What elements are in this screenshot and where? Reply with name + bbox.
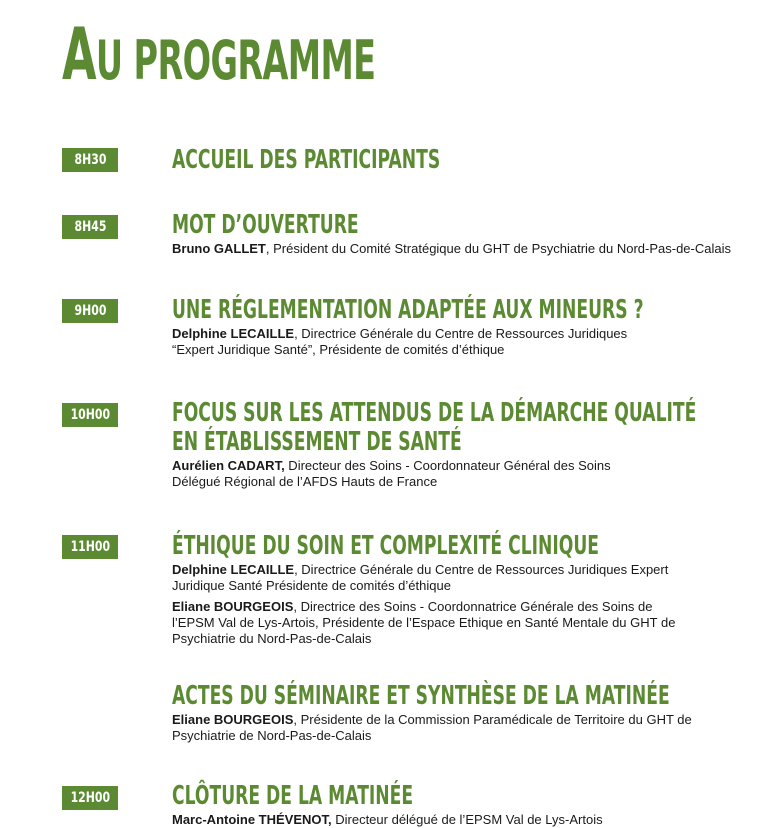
speaker-line	[172, 241, 772, 257]
item-title: CLÔTURE DE LA MATINÉE	[172, 781, 414, 811]
speaker-line	[172, 599, 692, 647]
item-title: ACCUEIL DES PARTICIPANTS	[172, 145, 441, 175]
speaker-role-line2: “Expert Juridique Santé”, Présidente de comités d’éthique	[172, 342, 505, 357]
page-title	[62, 12, 376, 96]
program-item	[172, 399, 772, 490]
speaker-role: , Président du Comité Stratégique du GHT de Psychiatrie du Nord-Pas-de-Calais	[265, 241, 731, 256]
speaker-role: , Directrice Générale du Centre de Ressources Juridiques	[294, 326, 628, 341]
program-item	[172, 532, 692, 647]
speaker-role: , Directrice Générale du Centre de Ressources Juridiques Expert Juridique Santé Présidente de comités d’éthique	[172, 562, 669, 593]
speaker-role: Directeur délégué de l’EPSM Val de Lys-Artois	[331, 812, 603, 827]
speaker-name: Eliane BOURGEOIS	[172, 712, 294, 727]
time-badge: 11H00	[62, 535, 118, 559]
time-badge: 8H30	[62, 148, 118, 172]
speaker-role: , Présidente de la Commission Paramédicale de Territoire du GHT de Psychiatrie de Nord-Pas-de-Calais	[172, 712, 692, 743]
page-title-initial: A	[62, 12, 96, 96]
speaker-name: Delphine LECAILLE	[172, 562, 295, 577]
item-title: UNE RÉGLEMENTATION ADAPTÉE AUX MINEURS ?	[172, 295, 644, 325]
speaker-name: Marc-Antoine THÉVENOT,	[172, 812, 332, 827]
program-item	[172, 782, 772, 828]
program-item	[172, 682, 692, 744]
speaker-line	[172, 812, 772, 828]
program-item	[172, 296, 772, 358]
time-badge: 12H00	[62, 786, 118, 810]
speaker-role-line2: Délégué Régional de l’AFDS Hauts de France	[172, 474, 438, 489]
program-item	[172, 146, 772, 175]
speaker-line	[172, 562, 692, 594]
speaker-name: Eliane BOURGEOIS	[172, 599, 294, 614]
page-title-rest: U PROGRAMME	[95, 29, 376, 92]
speaker-name: Aurélien CADART,	[172, 458, 285, 473]
speaker-role: Directeur des Soins - Coordonnateur Général des Soins	[284, 458, 611, 473]
speaker-line	[172, 458, 772, 490]
time-badge: 9H00	[62, 299, 118, 323]
item-title-line2: EN ÉTABLISSEMENT DE SANTÉ	[172, 427, 462, 457]
program-item	[172, 211, 772, 257]
speaker-line	[172, 326, 772, 358]
item-title: ÉTHIQUE DU SOIN ET COMPLEXITÉ CLINIQUE	[172, 531, 600, 561]
speaker-name: Bruno GALLET	[172, 241, 266, 256]
item-title: FOCUS SUR LES ATTENDUS DE LA DÉMARCHE QUALITÉ	[172, 398, 697, 428]
speaker-name: Delphine LECAILLE	[172, 326, 295, 341]
time-badge: 10H00	[62, 403, 118, 427]
time-badge: 8H45	[62, 215, 118, 239]
speaker-role: , Directrice des Soins - Coordonnatrice Générale des Soins de l’EPSM Val de Lys-Artois, Présidente de l’Espace Ethique en Santé Mentale du GHT de Psychiatrie du Nord-Pas-de-Calais	[172, 599, 676, 646]
item-title: ACTES DU SÉMINAIRE ET SYNTHÈSE DE LA MATINÉE	[172, 681, 670, 711]
item-title: MOT D’OUVERTURE	[172, 210, 359, 240]
speaker-line	[172, 712, 692, 744]
